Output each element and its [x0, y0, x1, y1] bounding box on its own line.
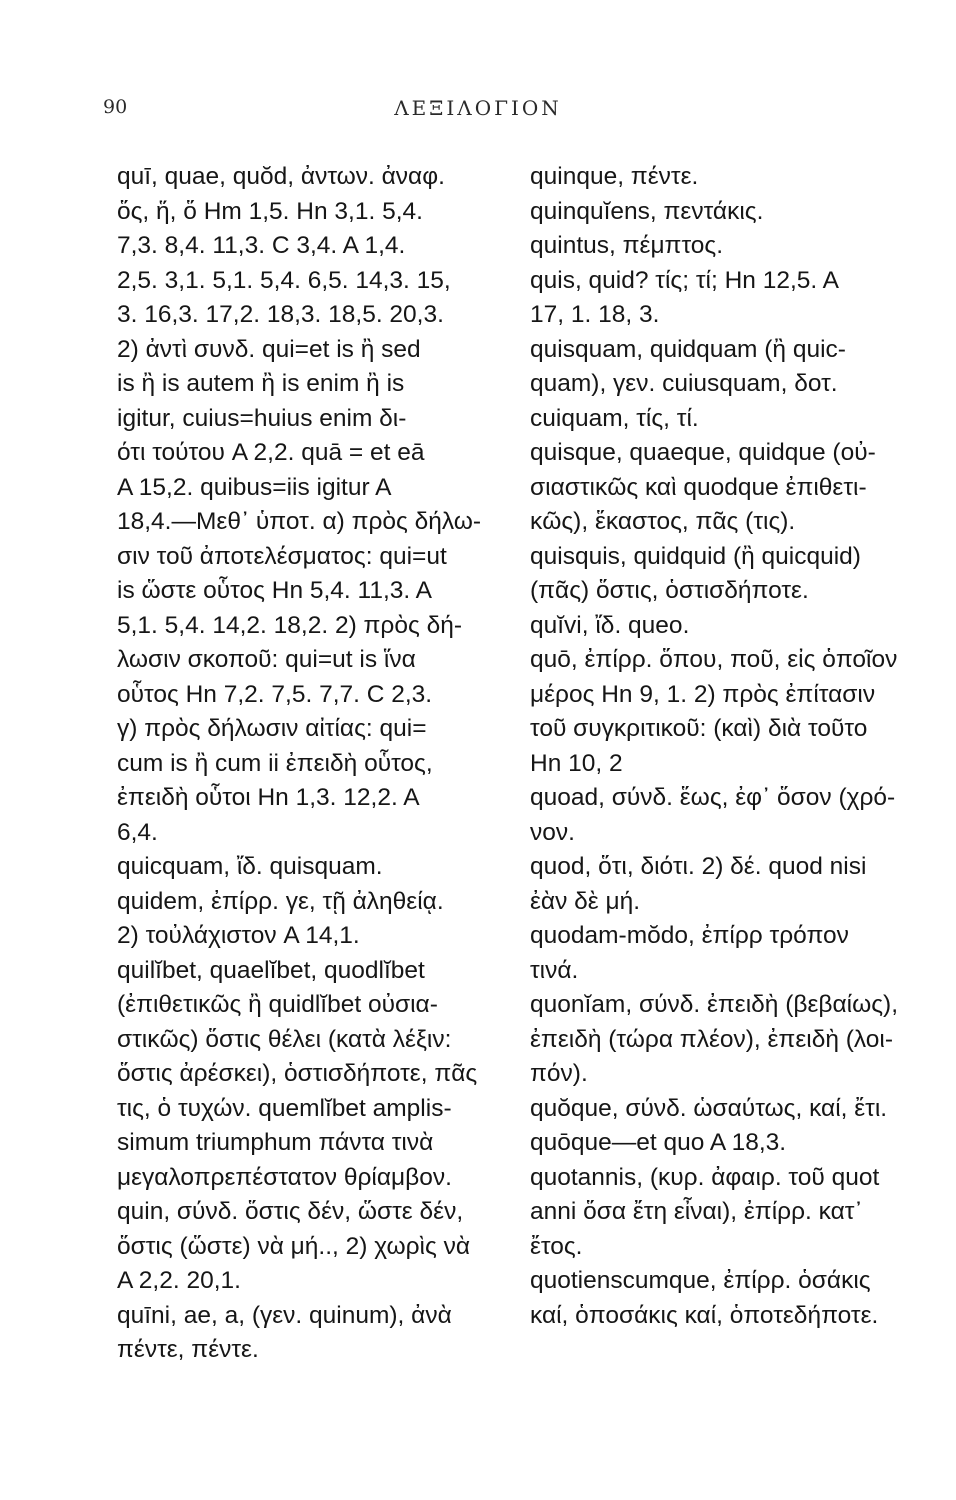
left-column-line: 2) ἀντὶ συνδ. qui=et is ἢ sed	[117, 335, 421, 363]
left-column-line: quidem, ἐπίρρ. γε, τῇ ἀληθείᾳ.	[117, 887, 444, 915]
left-column-line: A 15,2. quibus=iis igitur A	[117, 473, 392, 501]
left-column-line: is ἢ is autem ἢ is enim ἢ is	[117, 370, 405, 397]
left-column-line: (ἐπιθετικῶς ἢ quidlĭbet οὐσια-	[117, 991, 438, 1018]
right-column-line: 17, 1. 18, 3.	[530, 301, 660, 328]
right-column-line: quam), γεν. cuiusquam, δοτ.	[530, 370, 838, 397]
left-column-line: A 2,2. 20,1.	[117, 1267, 241, 1294]
left-column	[117, 160, 497, 1368]
left-column-line: ὅστις ἀρέσκει), ὁστισδήποτε, πᾶς	[117, 1060, 478, 1087]
right-column-line: quotannis, (κυρ. ἀφαιρ. τοῦ quot	[530, 1163, 880, 1191]
left-column-line: ὅς, ἥ, ὅ Hm 1,5. Hn 3,1. 5,4.	[117, 197, 423, 225]
right-column-line: νον.	[530, 818, 575, 846]
right-column-line: quintus, πέμπτος.	[530, 232, 724, 259]
left-column-line: τις, ὁ τυχών. quemlĭbet amplis-	[117, 1094, 452, 1122]
left-column-line: 2) τοὐλάχιστον A 14,1.	[117, 922, 360, 949]
right-column-line: quinquĭens, πεντάκις.	[530, 197, 764, 225]
left-column-line: 5,1. 5,4. 14,2. 18,2. 2) πρὸς δή-	[117, 611, 463, 639]
left-column-line: cum is ἢ cum ii ἐπειδὴ οὗτος,	[117, 749, 433, 777]
right-column-line: quotienscumque, ἐπίρρ. ὁσάκις	[530, 1267, 871, 1294]
left-column-line: quīni, ae, a, (γεν. quinum), ἀνὰ	[117, 1301, 452, 1329]
right-column-line: quoad, σύνδ. ἕως, ἐφ᾽ ὅσον (χρό-	[530, 784, 896, 811]
left-column-line: γ) πρὸς δήλωσιν αἰτίας: qui=	[117, 715, 427, 742]
right-column-line: quōque—et quo A 18,3.	[530, 1129, 787, 1156]
left-column-line: 2,5. 3,1. 5,1. 5,4. 6,5. 14,3. 15,	[117, 266, 451, 294]
right-column-line: ἔτος.	[530, 1232, 583, 1260]
left-column-line: ότι τούτου A 2,2. quā = et eā	[117, 439, 425, 466]
left-column-line: igitur, cuius=huius enim δι-	[117, 404, 407, 432]
right-column-line: τινά.	[530, 956, 579, 984]
right-column	[530, 160, 930, 1333]
right-column-line: quinque, πέντε.	[530, 163, 699, 190]
left-column-line: quin, σύνδ. ὅστις δέν, ὥστε δέν,	[117, 1198, 464, 1225]
right-column-line: Hn 10, 2	[530, 749, 623, 777]
right-column-line: quisquam, quidquam (ἢ quic-	[530, 335, 846, 363]
right-column-line: ἐπειδὴ (τώρα πλέον), ἐπειδὴ (λοι-	[530, 1025, 894, 1053]
left-column-line: quilĭbet, quaelĭbet, quodlĭbet	[117, 956, 425, 984]
left-column-line: πέντε, πέντε.	[117, 1336, 259, 1363]
right-column-line: anni ὅσα ἔτη εἶναι), ἐπίρρ. κατ᾽	[530, 1198, 863, 1225]
left-column-line: quicquam, ἴδ. quisquam.	[117, 853, 383, 880]
right-column-line: τοῦ συγκριτικοῦ: (καὶ) διὰ τοῦτο	[530, 715, 868, 742]
right-column-line: καί, ὁποσάκις καί, ὁποτεδήποτε.	[530, 1301, 879, 1329]
right-column-line: quis, quid? τίς; τί; Hn 12,5. A	[530, 266, 840, 294]
left-column-line: ἐπειδὴ οὗτοι Hn 1,3. 12,2. A	[117, 784, 420, 811]
left-column-line: quī, quae, quŏd, ἀντων. ἀναφ.	[117, 163, 445, 190]
right-column-line: πόν).	[530, 1060, 588, 1087]
left-column-line: 7,3. 8,4. 11,3. C 3,4. A 1,4.	[117, 232, 406, 259]
right-column-line: quod, ὅτι, διότι. 2) δέ. quod nisi	[530, 853, 867, 880]
left-column-line: 18,4.—Μεθ᾽ ὑποτ. α) πρὸς δήλω-	[117, 508, 482, 535]
right-column-line: quĭvi, ἴδ. queo.	[530, 611, 690, 639]
right-column-line: quonĭam, σύνδ. ἐπειδὴ (βεβαίως),	[530, 991, 899, 1018]
right-column-line: μέρος Hn 9, 1. 2) πρὸς ἐπίτασιν	[530, 680, 876, 708]
right-column-line: quisquis, quidquid (ἢ quicquid)	[530, 542, 861, 570]
right-column-line: quisque, quaeque, quidque (οὐ-	[530, 439, 876, 466]
right-column-line: σιαστικῶς καὶ quodque ἐπιθετι-	[530, 473, 867, 501]
page-number: 90	[103, 96, 128, 118]
left-column-line: οὗτος Hn 7,2. 7,5. 7,7. C 2,3.	[117, 680, 433, 708]
left-column-line: is ὥστε οὗτος Hn 5,4. 11,3. A	[117, 577, 433, 604]
right-column-line: ἐὰν δὲ μή.	[530, 887, 641, 915]
right-column-line: (πᾶς) ὅστις, ὁστισδήποτε.	[530, 577, 809, 604]
left-column-line: σιν τοῦ ἀποτελέσματος: qui=ut	[117, 542, 447, 570]
left-column-line: 3. 16,3. 17,2. 18,3. 18,5. 20,3.	[117, 301, 444, 328]
running-title: ΛΕΞΙΛΟΓΙΟΝ	[394, 96, 562, 120]
right-column-line: cuiquam, τίς, τί.	[530, 404, 699, 432]
right-column-line: quodam-mŏdo, ἐπίρρ τρόπον	[530, 922, 849, 949]
left-column-line: ὅστις (ὥστε) νὰ μή.., 2) χωρὶς νὰ	[117, 1232, 470, 1260]
left-column-line: στικῶς) ὅστις θέλει (κατὰ λέξιν:	[117, 1025, 452, 1053]
right-column-line: κῶς), ἕκαστος, πᾶς (τις).	[530, 508, 796, 535]
right-column-line: quŏque, σύνδ. ὡσαύτως, καί, ἔτι.	[530, 1094, 888, 1122]
left-column-line: λωσιν σκοποῦ: qui=ut is ἵνα	[117, 646, 416, 673]
left-column-line: μεγαλοπρεπέστατον θρίαμβον.	[117, 1163, 452, 1191]
left-column-line: simum triumphum πάντα τινὰ	[117, 1129, 434, 1156]
left-column-line: 6,4.	[117, 818, 158, 846]
right-column-line: quō, ἐπίρρ. ὅπου, ποῦ, εἰς ὁποῖον	[530, 646, 898, 673]
